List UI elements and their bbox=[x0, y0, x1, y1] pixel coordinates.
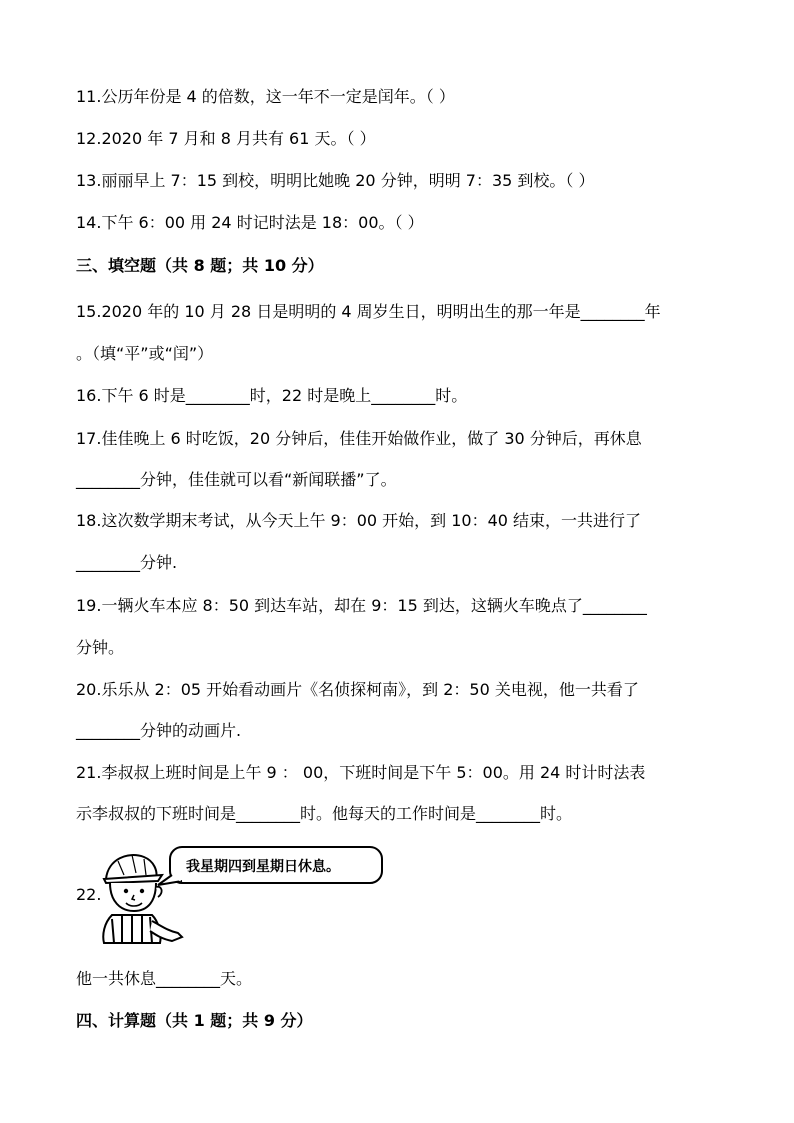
question-11: 11.公历年份是 4 的倍数，这一年不一定是闰年。（ ） bbox=[76, 87, 455, 106]
question-21-line-1: 21.李叔叔上班时间是上午 9 ： 00，下班时间是下午 5：00。用 24 时计时法表 bbox=[76, 763, 646, 782]
question-16: 16.下午 6 时是________时，22 时是晚上________时。 bbox=[76, 386, 468, 405]
section-3-heading: 三、填空题（共 8 题；共 10 分） bbox=[76, 256, 324, 275]
question-13: 13.丽丽早上 7：15 到校，明明比她晚 20 分钟，明明 7：35 到校。（ ） bbox=[76, 171, 595, 190]
question-20-line-2: ________分钟的动画片. bbox=[76, 721, 242, 740]
question-12: 12.2020 年 7 月和 8 月共有 61 天。（ ） bbox=[76, 129, 376, 148]
question-22-number: 22. bbox=[76, 885, 102, 904]
question-21-line-2: 示李叔叔的下班时间是________时。他每天的工作时间是________时。 bbox=[76, 804, 573, 823]
question-18-line-2: ________分钟. bbox=[76, 553, 178, 572]
question-15-line-2: 。（填“平”或“闰”） bbox=[76, 344, 214, 363]
question-19-line-1: 19.一辆火车本应 8：50 到达车站，却在 9：15 到达，这辆火车晚点了________ bbox=[76, 596, 647, 615]
question-19-line-2: 分钟。 bbox=[76, 638, 125, 657]
question-17-line-2: ________分钟，佳佳就可以看“新闻联播”了。 bbox=[76, 470, 397, 489]
boy-with-speech-bubble-icon bbox=[98, 845, 398, 945]
boy-illustration bbox=[98, 845, 398, 945]
section-4-heading: 四、计算题（共 1 题；共 9 分） bbox=[76, 1011, 313, 1030]
question-17-line-1: 17.佳佳晚上 6 时吃饭，20 分钟后，佳佳开始做作业，做了 30 分钟后，再休息 bbox=[76, 429, 642, 448]
question-18-line-1: 18.这次数学期末考试，从今天上午 9：00 开始，到 10：40 结束，一共进行了 bbox=[76, 511, 642, 530]
speech-bubble-text: 我星期四到星期日休息。 bbox=[186, 859, 340, 875]
question-14: 14.下午 6：00 用 24 时记时法是 18：00。（ ） bbox=[76, 213, 424, 232]
question-20-line-1: 20.乐乐从 2：05 开始看动画片《名侦探柯南》，到 2：50 关电视，他一共看了 bbox=[76, 680, 639, 699]
question-22-answer: 他一共休息________天。 bbox=[76, 969, 253, 988]
question-15-line-1: 15.2020 年的 10 月 28 日是明明的 4 周岁生日，明明出生的那一年是________年 bbox=[76, 302, 661, 321]
